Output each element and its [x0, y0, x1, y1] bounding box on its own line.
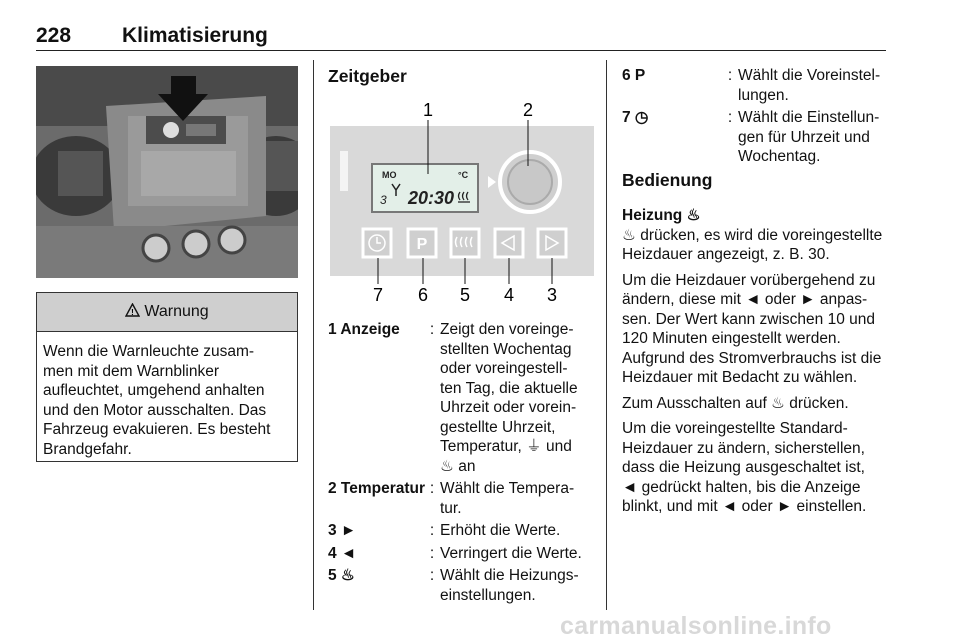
paragraph-line: blinkt, und mit ◄ oder ► einstellen.: [622, 498, 867, 515]
watermark: carmanualsonline.info: [560, 612, 832, 640]
paragraph: [622, 419, 888, 517]
definition-line: Wählt die Heizungs-: [440, 567, 579, 584]
svg-text:!: !: [131, 307, 135, 317]
definition-row: [328, 320, 600, 476]
display-digit: 3: [380, 193, 387, 207]
paragraph: [622, 271, 888, 388]
definition-line: gestellte Uhrzeit,: [440, 418, 556, 436]
zeitgeber-definitions: [328, 320, 600, 608]
warning-line: men mit dem Warnblinker: [43, 362, 220, 380]
warning-triangle-icon: [125, 303, 140, 322]
display-unit: °C: [458, 170, 469, 180]
callout-1: 1: [422, 100, 434, 120]
definition-row: [328, 544, 600, 564]
definition-term: 3 ►: [328, 522, 357, 539]
definition-line: Erhöht die Werte.: [440, 522, 561, 539]
column-divider: [606, 60, 607, 610]
bedienung-paragraphs: [622, 226, 888, 517]
subheading-heizung: Heizung ♨: [622, 207, 701, 224]
page-title: Klimatisierung: [122, 24, 268, 47]
paragraph-line: Heizdauer mit Bedacht zu wählen.: [622, 369, 858, 386]
warning-line: aufleuchtet, umgehend anhalten: [43, 382, 265, 399]
paragraph-line: sen. Der Wert kann zwischen 10 und: [622, 310, 876, 328]
definition-line: Wochentag.: [738, 148, 821, 165]
definition-description: [440, 479, 600, 518]
definition-colon: :: [429, 480, 435, 497]
warning-text: [37, 332, 297, 459]
display-day: MO: [382, 170, 397, 180]
definition-term: 4 ◄: [328, 544, 357, 562]
definition-description: [738, 66, 888, 105]
display-time: 20:30: [408, 188, 455, 208]
callout-5: 5: [459, 285, 471, 305]
definition-term: 7 ◷: [622, 109, 649, 126]
definition-colon: :: [429, 522, 435, 539]
definition-term: 1 Anzeige: [328, 321, 400, 338]
definition-line: Wählt die Voreinstel-: [738, 67, 881, 84]
definition-description: [440, 521, 600, 541]
definition-line: Temperatur, ⏚ und: [440, 438, 572, 455]
definition-line: tur.: [440, 499, 462, 517]
definition-description: [440, 566, 600, 605]
warning-line: und den Motor ausschalten. Das: [43, 401, 267, 419]
paragraph-line: Aufgrund des Stromverbrauchs ist die: [622, 349, 882, 367]
definition-colon: :: [727, 67, 733, 84]
definition-colon: :: [429, 321, 435, 338]
definition-term: 6 P: [622, 67, 646, 84]
p-button-label: P: [416, 236, 428, 253]
definition-line: ♨ an: [440, 457, 476, 475]
timer-panel-diagram: [328, 96, 596, 308]
definition-line: gen für Uhrzeit und: [738, 128, 870, 146]
paragraph-line: Zum Ausschalten auf ♨ drücken.: [622, 394, 849, 412]
definition-colon: :: [429, 567, 435, 584]
warning-box: [36, 292, 298, 462]
definition-line: stellten Wochentag: [440, 340, 572, 358]
warning-title: Warnung: [144, 303, 209, 320]
callout-6: 6: [417, 285, 429, 305]
paragraph: [622, 394, 888, 414]
callout-7: 7: [372, 285, 384, 305]
definition-line: Uhrzeit oder vorein-: [440, 399, 577, 416]
column-divider: [313, 60, 314, 610]
dashboard-photo: [36, 66, 298, 278]
paragraph-line: ändern, diese mit ◄ oder ► anpas-: [622, 291, 868, 308]
definition-colon: :: [727, 109, 733, 126]
definition-description: [440, 544, 600, 564]
definition-line: Wählt die Tempera-: [440, 480, 575, 497]
callout-2: 2: [522, 100, 534, 120]
definition-row: [328, 479, 600, 518]
callout-3: 3: [546, 285, 558, 305]
paragraph-line: Um die Heizdauer vorübergehend zu: [622, 271, 876, 289]
definition-row: [328, 566, 600, 605]
definition-line: lungen.: [738, 86, 789, 104]
definition-line: oder voreingestell-: [440, 360, 568, 377]
section-heading-bedienung: Bedienung: [622, 170, 713, 190]
right-definitions: [622, 66, 888, 170]
definition-row: [622, 66, 888, 105]
definition-term: 2 Temperatur: [328, 480, 426, 497]
definition-row: [622, 108, 888, 167]
paragraph-line: 120 Minuten eingestellt werden.: [622, 330, 841, 347]
warning-line: Fahrzeug evakuieren. Es besteht: [43, 421, 271, 438]
definition-row: [328, 521, 600, 541]
page-header: [36, 14, 886, 51]
paragraph-line: ♨ drücken, es wird die voreingestellte: [622, 226, 883, 244]
paragraph-line: Um die voreingestellte Standard-: [622, 420, 848, 437]
warning-line: Brandgefahr.: [43, 440, 132, 458]
definition-term: 5 ♨: [328, 567, 355, 584]
paragraph-line: Heizdauer angezeigt, z. B. 30.: [622, 246, 830, 263]
definition-description: [738, 108, 888, 167]
warning-header: [37, 293, 297, 332]
definition-line: Verringert die Werte.: [440, 544, 582, 562]
paragraph: [622, 226, 888, 265]
definition-line: Zeigt den voreinge-: [440, 321, 574, 338]
paragraph-line: Heizdauer zu ändern, sicherstellen,: [622, 439, 865, 457]
definition-line: einstellungen.: [440, 586, 536, 604]
paragraph-line: ◄ gedrückt halten, bis die Anzeige: [622, 478, 861, 496]
definition-line: ten Tag, die aktuelle: [440, 379, 578, 397]
definition-description: [440, 320, 600, 476]
bedienung-content: [622, 206, 888, 523]
section-heading-zeitgeber: Zeitgeber: [328, 66, 407, 86]
page-number: 228: [36, 24, 72, 47]
paragraph-line: dass die Heizung ausgeschaltet ist,: [622, 459, 865, 476]
warning-line: Wenn die Warnleuchte zusam-: [43, 343, 255, 360]
definition-colon: :: [429, 544, 435, 562]
callout-4: 4: [503, 285, 515, 305]
definition-line: Wählt die Einstellun-: [738, 109, 880, 126]
